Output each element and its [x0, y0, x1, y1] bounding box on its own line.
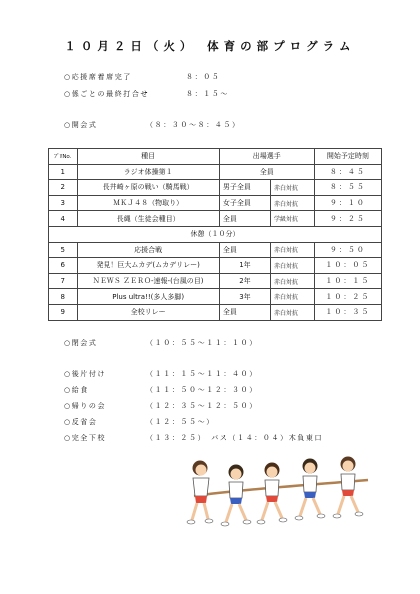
- schedule-item-lunch: [64, 385, 258, 395]
- table-row: [49, 258, 382, 274]
- child-figure-5: [333, 457, 363, 519]
- cell-mode: 赤白対抗: [271, 258, 315, 274]
- program-table: [48, 148, 382, 321]
- schedule-item-label: ○反省会: [64, 418, 98, 426]
- cell-mode: 赤白対抗: [271, 195, 315, 211]
- cell-mode: 赤白対抗: [271, 273, 315, 289]
- header-participants: 出場選手: [219, 149, 314, 165]
- cell-group: 男子全員: [219, 180, 270, 196]
- cell-no: 6: [49, 258, 78, 274]
- schedule-item-value: ８：１５～: [186, 90, 229, 98]
- schedule-item-value: （８：３０～８：４５）: [146, 121, 241, 129]
- cell-time: １０：１５: [314, 273, 381, 289]
- table-row: [49, 195, 382, 211]
- cell-no: 1: [49, 164, 78, 180]
- cell-no: 3: [49, 195, 78, 211]
- cell-event: 長井崎ヶ原の戦い（騎馬戦）: [77, 180, 219, 196]
- cell-time: １０：３５: [314, 304, 381, 320]
- cell-no: 2: [49, 180, 78, 196]
- cell-time: ８：４５: [314, 164, 381, 180]
- table-row: [49, 211, 382, 227]
- schedule-item-value: ８：０５: [186, 73, 221, 81]
- cell-mode: 赤白対抗: [271, 289, 315, 305]
- cell-time: １０：２５: [314, 289, 381, 305]
- cell-time: ９：１０: [314, 195, 381, 211]
- cell-mode: 赤白対抗: [271, 304, 315, 320]
- schedule-item-value: （１３：２５） バス（１４：０４）木負東口: [146, 434, 324, 442]
- header-start-time: 開始予定時刻: [314, 149, 381, 165]
- table-row: [49, 273, 382, 289]
- schedule-item-label: ○応援席着席完了: [64, 73, 132, 81]
- cell-group: 2年: [219, 273, 270, 289]
- cell-group: 3年: [219, 289, 270, 305]
- schedule-item-cleanup: [64, 369, 258, 379]
- schedule-item-homeroom: [64, 401, 258, 411]
- schedule-item-label: ○完全下校: [64, 434, 107, 442]
- cell-group: 女子全員: [219, 195, 270, 211]
- table-row: [49, 289, 382, 305]
- cell-group: 全員: [219, 211, 270, 227]
- page-title: １０月２日（火） 体育の部プログラム: [64, 39, 356, 53]
- schedule-item-label: ○開会式: [64, 121, 98, 129]
- schedule-item-value: （１１：５０～１２：３０）: [146, 386, 258, 394]
- cell-group: 全員: [219, 242, 270, 258]
- cell-no: 4: [49, 211, 78, 227]
- table-row: [49, 180, 382, 196]
- cell-break: 休憩（１０分）: [49, 226, 382, 242]
- cell-time: ９：２５: [314, 211, 381, 227]
- header-no: ﾌﾟﾛNo.: [49, 149, 78, 165]
- cell-event: ＮＥＷＳ ＺＥＲＯ-速報-(台風の目): [77, 273, 219, 289]
- cell-no: 9: [49, 304, 78, 320]
- schedule-item-label: ○係ごとの最終打合せ: [64, 90, 150, 98]
- schedule-item-dismissal: [64, 433, 323, 443]
- cell-mode: 赤白対抗: [271, 180, 315, 196]
- cell-event: 長縄（生徒会種目）: [77, 211, 219, 227]
- schedule-item-value: （１２：５５～）: [146, 418, 215, 426]
- cell-group: 1年: [219, 258, 270, 274]
- cell-event: 発見！巨大ムカデ(ムカデリレー): [77, 258, 219, 274]
- cell-time: １０：０５: [314, 258, 381, 274]
- schedule-item-meeting: [64, 89, 229, 99]
- cell-event: 全校リレー: [77, 304, 219, 320]
- schedule-item-value: （１１：１５～１１：４０）: [146, 370, 258, 378]
- cell-mode: 学級対抗: [271, 211, 315, 227]
- cell-no: 8: [49, 289, 78, 305]
- child-figure-3: [257, 463, 287, 525]
- cell-time: ８：５５: [314, 180, 381, 196]
- child-figure-4: [295, 459, 325, 521]
- schedule-item-label: ○後片付け: [64, 370, 107, 378]
- table-header-row: [49, 149, 382, 165]
- schedule-item-opening: [64, 120, 241, 130]
- child-figure-2: [221, 465, 251, 527]
- table-row: [49, 242, 382, 258]
- schedule-item-label: ○帰りの会: [64, 402, 107, 410]
- cell-group: 全員: [219, 304, 270, 320]
- cell-no: 7: [49, 273, 78, 289]
- tug-of-war-illustration: [176, 456, 376, 534]
- table-row: [49, 304, 382, 320]
- schedule-item-seating: [64, 72, 220, 82]
- schedule-item-label: ○給食: [64, 386, 89, 394]
- schedule-item-review: [64, 417, 215, 427]
- cell-mode: 赤白対抗: [271, 242, 315, 258]
- schedule-item-value: （１２：３５～１２：５０）: [146, 402, 258, 410]
- schedule-item-value: （１０：５５～１１：１０）: [146, 339, 258, 347]
- cell-event: ＭＫＪ４８（物取り）: [77, 195, 219, 211]
- cell-event: Plus ultra!!(多人多脚): [77, 289, 219, 305]
- child-figure-1: [187, 461, 213, 525]
- schedule-item-label: ○閉会式: [64, 339, 98, 347]
- cell-time: ９：５０: [314, 242, 381, 258]
- cell-event: ラジオ体操第１: [77, 164, 219, 180]
- cell-event: 応援合戦: [77, 242, 219, 258]
- cell-group: 全員: [219, 164, 314, 180]
- schedule-item-closing: [64, 338, 258, 348]
- table-row: [49, 164, 382, 180]
- header-event: 種目: [77, 149, 219, 165]
- table-row-break: [49, 226, 382, 242]
- cell-no: 5: [49, 242, 78, 258]
